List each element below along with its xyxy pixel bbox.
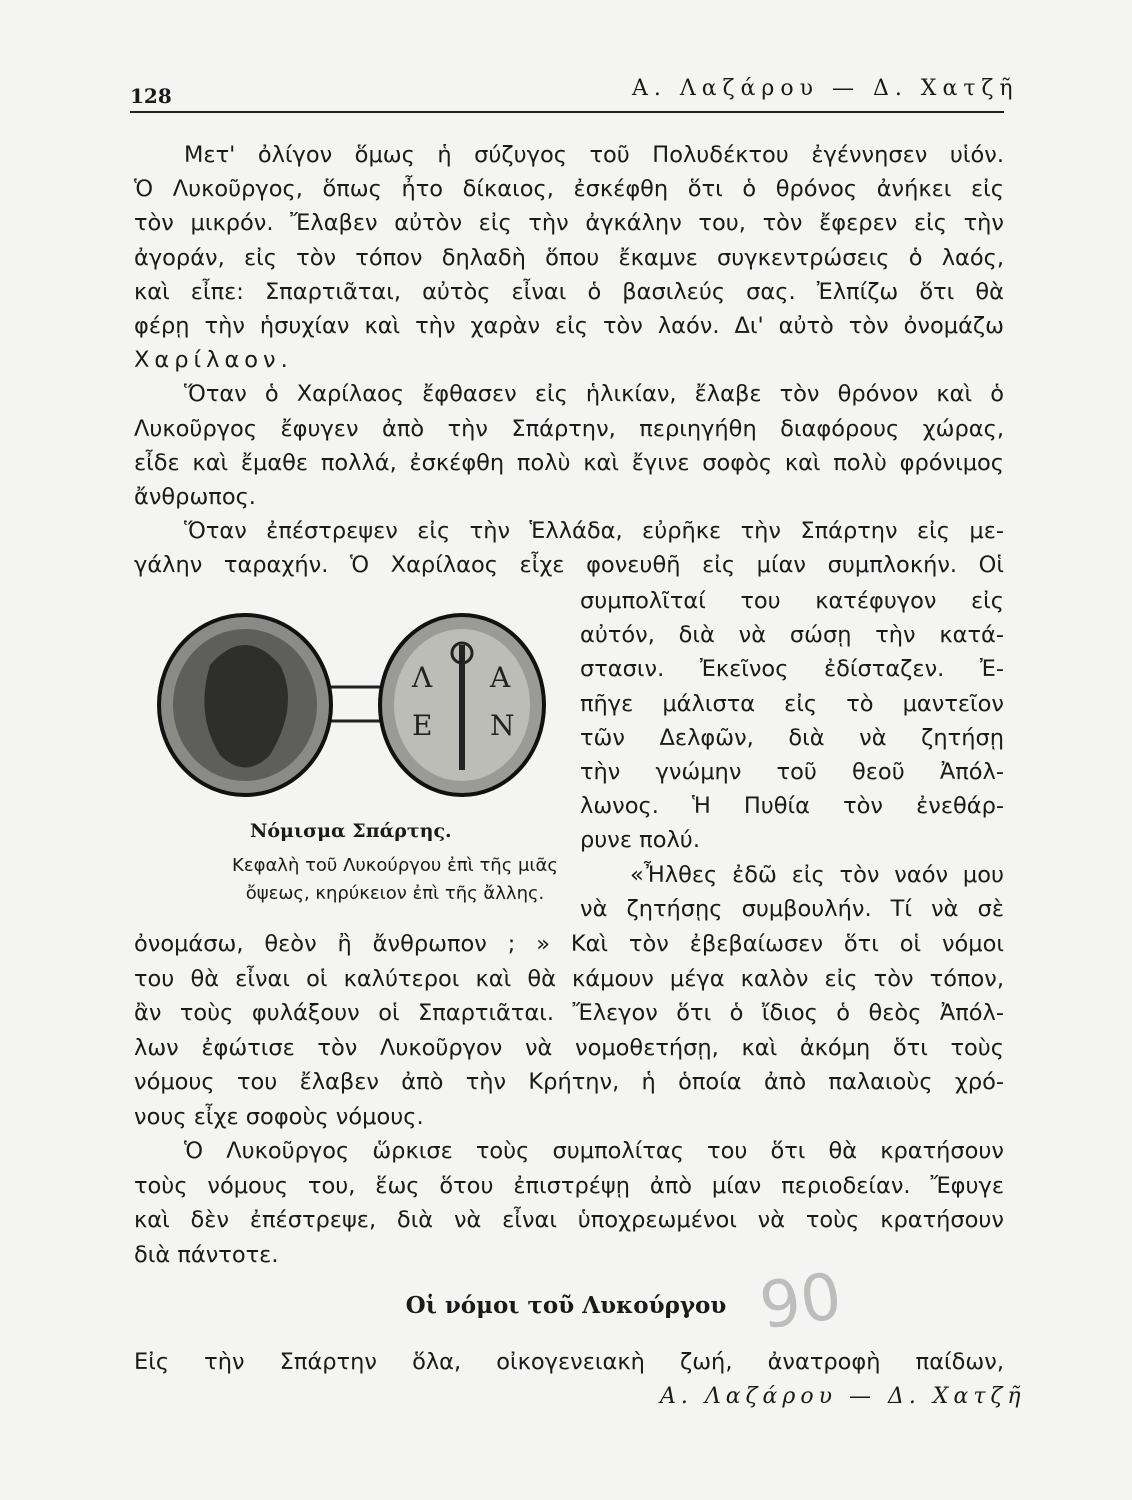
text-line: του θὰ εἶναι οἱ καλύτεροι καὶ θὰ κάμουν μέγα καλὸν εἰς τὸν τόπον, — [134, 965, 1004, 992]
coin-letter: Ν — [490, 709, 515, 742]
coin-letter: Λ — [412, 661, 433, 694]
text-line: λων ἐφώτισε τὸν Λυκοῦργον νὰ νομοθετήσῃ, καὶ ἀκόμη ὅτι τοὺς — [134, 1034, 1004, 1061]
header-rule — [130, 111, 1004, 113]
text-line: νόμους του ἔλαβεν ἀπὸ τὴν Κρήτην, ἡ ὁποία ἀπὸ παλαιοὺς χρό- — [134, 1069, 1004, 1095]
text-line: συμπολῖταί του κατέφυγον εἰς — [580, 588, 1004, 614]
text-line: ἀγοράν, εἰς τὸν τόπον δηλαδὴ ὅπου ἔκαμνε συγκεντρώσεις ὁ λαός, — [134, 244, 1004, 271]
text-line: τῶν Δελφῶν, διὰ νὰ ζητήσῃ — [580, 724, 1004, 751]
text-line: «Ἦλθες ἐδῶ εἰς τὸν ναόν μου — [630, 861, 1004, 888]
coin-figure — [150, 605, 560, 805]
text-line: τὴν γνώμην τοῦ θεοῦ Ἀπόλ- — [580, 759, 1004, 785]
footer-author: Α. Λαζάρου — Δ. Χατζῆ — [660, 1384, 1026, 1409]
coin-letter: Α — [490, 661, 511, 694]
figure-caption-line: ὄψεως, κηρύκειον ἐπὶ τῆς ἄλλης. — [245, 883, 545, 904]
text-line: Ὅταν ἐπέστρεψεν εἰς τὴν Ἑλλάδα, εὐρῆκε τὴν Σπάρτην εἰς με- — [184, 518, 1004, 545]
text-line: λωνος. Ἡ Πυθία τὸν ἐνεθάρ- — [580, 793, 1004, 820]
text-line: Μετ' ὀλίγον ὅμως ἡ σύζυγος τοῦ Πολυδέκτου ἐγέννησεν υἱόν. — [184, 142, 1004, 168]
text-line: πῆγε μάλιστα εἰς τὸ μαντεῖον — [580, 690, 1004, 717]
page-number: 128 — [130, 84, 172, 108]
text-line: γάλην ταραχήν. Ὁ Χαρίλαος εἶχε φονευθῆ εἰς μίαν συμπλοκήν. Οἱ — [134, 552, 1004, 579]
text-line: αὐτόν, διὰ νὰ σώσῃ τὴν κατά- — [580, 622, 1004, 649]
text-line: τοὺς νόμους του, ἕως ὅτου ἐπιστρέψῃ ἀπὸ μίαν περιοδείαν. Ἔφυγε — [134, 1172, 1004, 1199]
text-line: διὰ πάντοτε. — [134, 1241, 279, 1268]
text-line: στασιν. Ἐκεῖνος ἐδίσταζεν. Ἐ- — [580, 656, 1004, 683]
running-title: Α. Λαζάρου — Δ. Χατζῆ — [632, 76, 1019, 101]
text-line: καὶ δὲν ἐπέστρεψε, διὰ νὰ εἶναι ὑποχρεωμένοι νὰ τοὺς κρατήσουν — [134, 1207, 1004, 1233]
coin-letter: Ε — [412, 709, 433, 742]
text-line: Ὅταν ὁ Χαρίλαος ἔφθασεν εἰς ἡλικίαν, ἔλαβε τὸν θρόνον καὶ ὁ — [184, 381, 1004, 408]
text-line: ἂν τοὺς φυλάξουν οἱ Σπαρτιᾶται. Ἔλεγον ὅτι ὁ ἴδιος ὁ θεὸς Ἀπόλ- — [134, 1000, 1004, 1026]
text-line: ὀνομάσω, θεὸν ἢ ἄνθρωπον ; » Καὶ τὸν ἐβεβαίωσεν ὅτι οἱ νόμοι — [134, 931, 1004, 957]
text-line: νὰ ζητήσῃς συμβουλήν. Τί νὰ σὲ — [580, 895, 1004, 922]
last-line: Εἰς τὴν Σπάρτην ὅλα, οἰκογενειακὴ ζωή, ἀνατροφὴ παίδων, — [134, 1349, 1004, 1375]
text-line: τὸν μικρόν. Ἔλαβεν αὐτὸν εἰς τὴν ἀγκάλην του, τὸν ἔφερεν εἰς τὴν — [134, 210, 1004, 237]
text-line: ρυνε πολύ. — [580, 827, 700, 854]
figure-caption-line: Κεφαλὴ τοῦ Λυκούργου ἐπὶ τῆς μιᾶς — [232, 855, 558, 876]
text-line: καὶ εἶπε: Σπαρτιᾶται, αὐτὸς εἶναι ὁ βασιλεύς σας. Ἐλπίζω ὅτι θὰ — [134, 278, 1004, 305]
text-line: φέρῃ τὴν ἡσυχίαν καὶ τὴν χαρὰν εἰς τὸν λαόν. Δι' αὐτὸ τὸν ὀνομάζω — [134, 313, 1004, 339]
text-line: Χαρίλαον. — [134, 347, 293, 374]
figure-caption-title: Νόμισμα Σπάρτης. — [250, 820, 452, 842]
text-line: εἶδε καὶ ἔμαθε πολλά, ἐσκέφθη πολὺ καὶ ἔγινε σοφὸς καὶ πολὺ φρόνιμος — [134, 449, 1004, 476]
text-line: Λυκοῦργος ἔφυγεν ἀπὸ τὴν Σπάρτην, περιηγήθη διαφόρους χώρας, — [134, 415, 1004, 442]
text-line: Ὁ Λυκοῦργος, ὅπως ἦτο δίκαιος, ἐσκέφθη ὅτι ὁ θρόνος ἀνήκει εἰς — [134, 176, 1004, 203]
section-heading: Οἱ νόμοι τοῦ Λυκούργου — [405, 1292, 727, 1319]
text-line: ἄνθρωπος. — [134, 484, 256, 510]
handwritten-note: 90 — [755, 1259, 847, 1345]
text-line: Ὁ Λυκοῦργος ὥρκισε τοὺς συμπολίτας του ὅτι θὰ κρατήσουν — [184, 1138, 1004, 1164]
text-line: νους εἶχε σοφοὺς νόμους. — [134, 1103, 424, 1130]
